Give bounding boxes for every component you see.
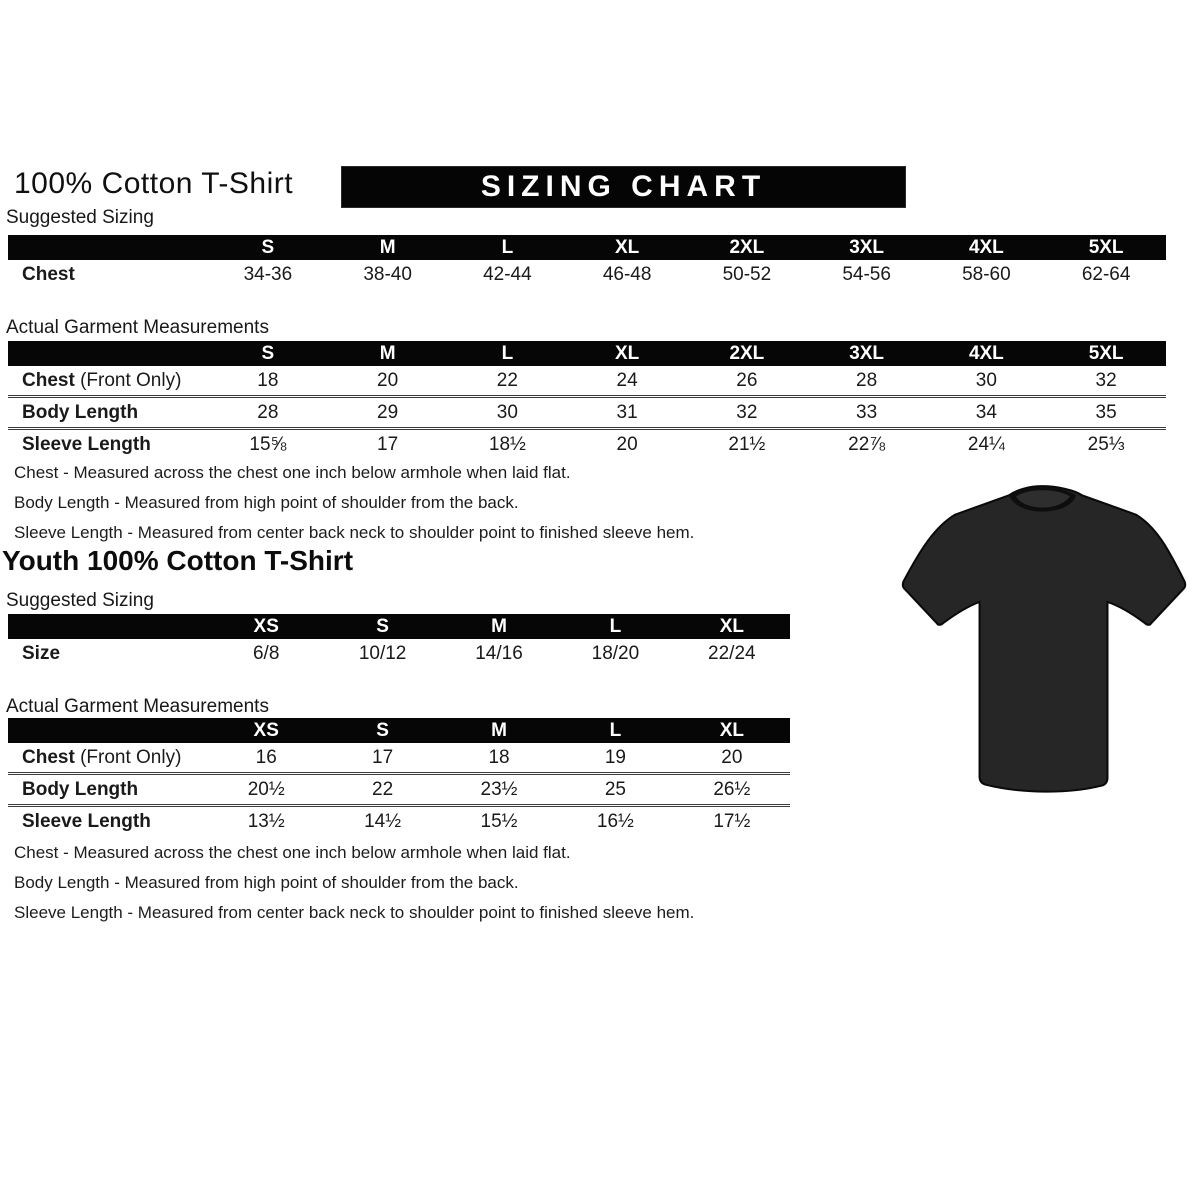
youth-page-title: Youth 100% Cotton T-Shirt <box>2 545 354 576</box>
measurement-value: 32 <box>1095 369 1117 391</box>
row-label <box>8 370 208 392</box>
measurement-note: Chest - Measured across the chest one inch below armhole when laid flat. <box>14 463 571 482</box>
measurement-value: 46-48 <box>602 263 652 285</box>
measurement-value: 22 <box>496 369 518 391</box>
measurement-value: 22 <box>372 778 394 800</box>
measurement-value: 42-44 <box>483 263 532 285</box>
measurement-value: 6/8 <box>252 642 280 664</box>
measurement-value: 20 <box>377 369 399 391</box>
measurement-value: 33 <box>856 401 878 423</box>
adult-actual-measurements-table <box>8 341 1166 459</box>
measurement-value: 20 <box>616 433 638 455</box>
adult-suggested-sizing-label: Suggested Sizing <box>6 207 154 228</box>
measurement-value: 26½ <box>713 778 751 800</box>
measurement-value: 15⅝ <box>249 433 287 455</box>
measurement-value: 10/12 <box>358 642 407 664</box>
measurement-value: 62-64 <box>1081 263 1131 285</box>
youth-suggested-sizing-table <box>8 614 790 668</box>
size-column-header: XS <box>253 615 279 637</box>
table-header-row <box>8 235 1166 260</box>
measurement-value: 30 <box>975 369 997 391</box>
measurement-value: 28 <box>257 401 279 423</box>
youth-actual-measurements-label: Actual Garment Measurements <box>6 696 269 717</box>
adult-suggested-sizing-table <box>8 235 1166 289</box>
size-column-header: L <box>501 236 514 258</box>
row-label <box>8 747 208 769</box>
measurement-note: Body Length - Measured from high point of shoulder from the back. <box>14 493 519 512</box>
measurement-value: 20½ <box>247 778 285 800</box>
measurement-value: 16½ <box>596 810 634 832</box>
size-column-header: 2XL <box>729 236 765 258</box>
adult-measurement-notes <box>14 458 694 548</box>
measurement-value: 54-56 <box>842 263 891 285</box>
table-header-row <box>8 341 1166 366</box>
measurement-value: 30 <box>496 401 518 423</box>
table-header-row <box>8 718 790 743</box>
measurement-value: 25 <box>604 778 626 800</box>
table-row <box>8 366 1166 395</box>
size-column-header: S <box>376 615 389 637</box>
measurement-note: Sleeve Length - Measured from center back neck to shoulder point to finished sleeve hem. <box>14 903 695 922</box>
size-column-header: M <box>379 342 396 364</box>
size-column-header: 3XL <box>849 342 885 364</box>
size-column-header: XL <box>614 342 640 364</box>
size-column-header: XS <box>253 719 279 741</box>
measurement-value: 22⅞ <box>848 433 886 455</box>
measurement-value: 15½ <box>480 810 518 832</box>
measurement-value: 35 <box>1095 401 1117 423</box>
size-column-header: 5XL <box>1088 236 1124 258</box>
table-row <box>8 743 790 772</box>
size-column-header: M <box>491 615 507 637</box>
measurement-value: 25⅓ <box>1087 433 1125 455</box>
measurement-note: Chest - Measured across the chest one inch below armhole when laid flat. <box>14 843 571 862</box>
measurement-value: 38-40 <box>363 263 412 285</box>
size-column-header: L <box>609 719 622 741</box>
measurement-value: 17 <box>377 433 399 455</box>
measurement-value: 20 <box>721 746 743 768</box>
measurement-value: 58-60 <box>962 263 1011 285</box>
row-label-text: Sleeve Length <box>22 433 151 455</box>
table-row <box>8 427 1166 459</box>
tshirt-product-image <box>890 474 1195 806</box>
table-row <box>8 804 790 836</box>
row-label <box>8 643 208 665</box>
page-title: 100% Cotton T-Shirt <box>14 167 294 200</box>
table-row <box>8 639 790 668</box>
row-label-text: Chest <box>22 263 75 285</box>
row-label <box>8 434 208 456</box>
size-column-header: S <box>261 236 275 258</box>
measurement-value: 34 <box>975 401 997 423</box>
row-label <box>8 811 208 833</box>
measurement-value: 31 <box>616 401 638 423</box>
row-label-text: Chest <box>22 746 75 768</box>
row-label-suffix: (Front Only) <box>74 369 182 391</box>
table-row <box>8 772 790 804</box>
table-row <box>8 260 1166 289</box>
measurement-value: 18 <box>257 369 279 391</box>
row-label-text: Sleeve Length <box>22 810 151 832</box>
size-column-header: 4XL <box>968 342 1004 364</box>
tshirt-body <box>903 486 1186 791</box>
measurement-value: 26 <box>736 369 758 391</box>
row-label-text: Body Length <box>22 401 139 423</box>
row-label-suffix: (Front Only) <box>74 746 182 768</box>
size-column-header: M <box>379 236 396 258</box>
size-column-header: XL <box>614 236 640 258</box>
size-column-header: XL <box>719 719 744 741</box>
measurement-value: 24 <box>616 369 638 391</box>
size-column-header: 2XL <box>729 342 765 364</box>
sizing-chart-banner: SIZING CHART <box>341 166 906 208</box>
row-label <box>8 402 208 424</box>
youth-measurement-notes <box>14 838 694 928</box>
row-label <box>8 264 208 286</box>
measurement-value: 21½ <box>728 433 766 455</box>
table-row <box>8 395 1166 427</box>
size-column-header: XL <box>719 615 744 637</box>
measurement-value: 14½ <box>364 810 402 832</box>
measurement-value: 18½ <box>488 433 526 455</box>
measurement-note: Body Length - Measured from high point of shoulder from the back. <box>14 873 519 892</box>
measurement-value: 24¼ <box>967 433 1005 455</box>
size-column-header: 3XL <box>849 236 885 258</box>
size-column-header: 5XL <box>1088 342 1124 364</box>
measurement-value: 17 <box>372 746 394 768</box>
size-column-header: M <box>491 719 507 741</box>
measurement-note: Sleeve Length - Measured from center back neck to shoulder point to finished sleeve hem. <box>14 523 695 542</box>
measurement-value: 19 <box>604 746 626 768</box>
measurement-value: 22/24 <box>708 642 756 664</box>
measurement-value: 14/16 <box>475 642 523 664</box>
row-label-text: Chest <box>22 369 75 391</box>
measurement-value: 50-52 <box>722 263 772 285</box>
size-column-header: L <box>609 615 622 637</box>
youth-suggested-sizing-label: Suggested Sizing <box>6 590 154 611</box>
measurement-value: 32 <box>736 401 758 423</box>
row-label <box>8 779 208 801</box>
measurement-value: 29 <box>377 401 399 423</box>
measurement-value: 13½ <box>247 810 285 832</box>
row-label-text: Size <box>22 642 61 664</box>
row-label-text: Body Length <box>22 778 139 800</box>
measurement-value: 34-36 <box>243 263 293 285</box>
measurement-value: 18/20 <box>591 642 640 664</box>
measurement-value: 16 <box>255 746 277 768</box>
measurement-value: 17½ <box>713 810 751 832</box>
adult-actual-measurements-label: Actual Garment Measurements <box>6 317 269 338</box>
size-column-header: S <box>261 342 275 364</box>
measurement-value: 18 <box>488 746 510 768</box>
size-column-header: L <box>501 342 514 364</box>
size-column-header: 4XL <box>968 236 1004 258</box>
table-header-row <box>8 614 790 639</box>
youth-actual-measurements-table <box>8 718 790 836</box>
measurement-value: 23½ <box>480 778 518 800</box>
measurement-value: 28 <box>856 369 878 391</box>
size-column-header: S <box>376 719 389 741</box>
